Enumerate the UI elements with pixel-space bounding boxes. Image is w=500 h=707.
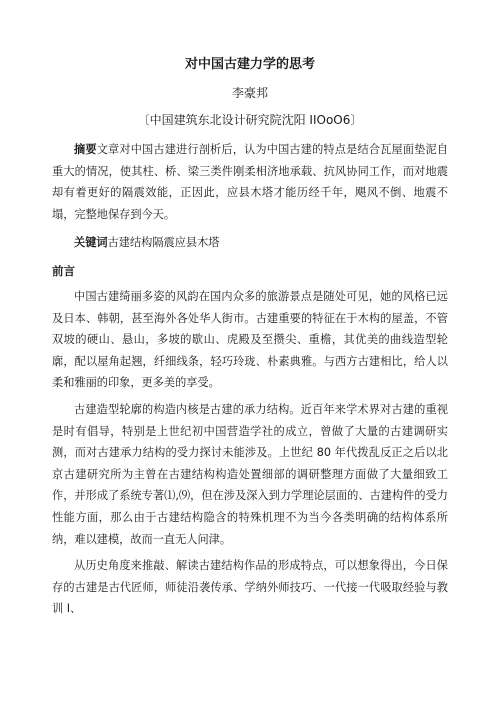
keywords-label: 关键词 [74, 236, 108, 250]
body-paragraph-3: 从历史角度来推敲、解读古建结构作品的形成特点，可以想象得出，今日保存的古建是古代匠师，师徒沿袭传承、学纳外师技巧、一代接一代吸取经验与教训 I、 [52, 559, 448, 616]
section-heading: 前言 [52, 263, 75, 278]
abstract-text: 文章对中国古建进行剖析后，认为中国古建的特点是结合瓦屋面垫泥自重大的情况，使其柱、桥、梁三类件刚柔相济地承载、抗风协同工作，而对地震却有着更好的隔震效能，正因此，应县木塔才能历经千年，飓风不倒、地震不塌，完整地保存到今天。 [52, 143, 448, 221]
abstract [52, 139, 448, 225]
body-paragraph-1: 中国古建绮丽多姿的风韵在国内众多的旅游景点是随处可见，她的风格已远及日本、韩朝，甚至海外各处华人街市。古建重要的特征在于木构的屋盖，不管双坡的硬山、悬山，多坡的歇山、虎殿及至攒尖、重檐，其优美的曲线造型轮廓，配以屋角起翘，纤细线条，轻巧玲珑、朴素典雅。与西方古建相比，给人以柔和雅丽的印象，更多美的享受。 [52, 289, 448, 390]
body-paragraph-2: 古建造型轮廓的构造内核是古建的承力结构。近百年来学术界对古建的重视是时有倡导，特别是上世纪初中国营造学社的成立，曾做了大量的古建调研实测，而对古建承力结构的受力探讨未能涉及。上世纪 80 年代拨乱反正之后以北京古建研究所为主曾在古建结构构造处置细部的调研整理方面做了大量细致工作，并形成了系统专著⑴,⑼，但在涉及深入到力学理论层面的、古建构件的受力性能方面，那么由于古建结构隐含的特殊机理不为当今各类明确的结构体系所纳，难以建模，故而一直无人问津。 [52, 402, 448, 546]
keywords-text: 古建结构隔震应县木塔 [107, 236, 220, 250]
keywords [52, 232, 448, 254]
author-name: 李豪邦 [231, 86, 268, 100]
abstract-label: 摘要 [74, 143, 97, 156]
author-affiliation: 〔中国建筑东北设计研究院沈阳 IIOoO6〕 [137, 113, 363, 127]
paper-title: 对中国古建力学的思考 [184, 57, 315, 72]
